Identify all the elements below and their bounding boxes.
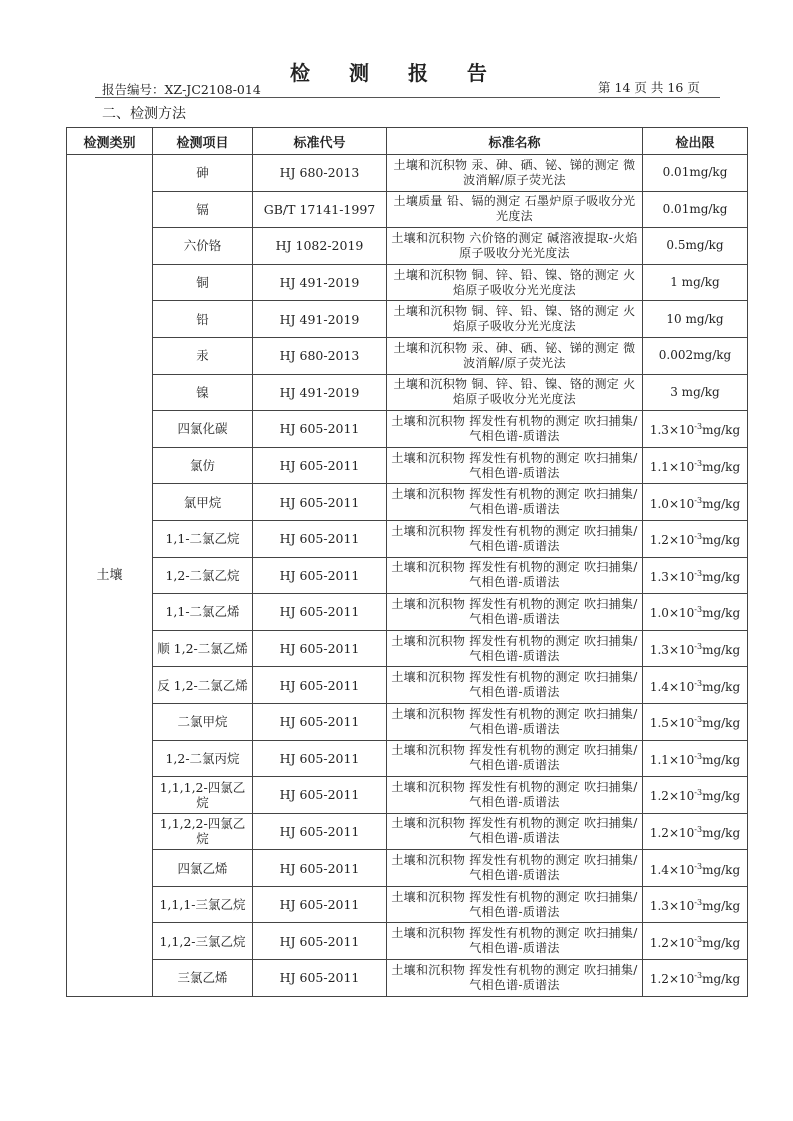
limit-base: 1.0×10	[649, 496, 695, 511]
limit-cell	[643, 447, 748, 484]
code-cell: HJ 605-2011	[253, 667, 387, 704]
table-row	[67, 594, 748, 631]
limit-cell	[643, 960, 748, 997]
header-code: 标准代号	[253, 128, 387, 155]
limit-base: 1.0×10	[649, 606, 695, 621]
method-cell: 土壤和沉积物 挥发性有机物的测定 吹扫捕集/ 气相色谱-质谱法	[387, 411, 643, 448]
header-item: 检测项目	[153, 128, 253, 155]
table-row	[67, 557, 748, 594]
method-cell: 土壤和沉积物 汞、砷、硒、铋、锑的测定 微波消解/原子荧光法	[387, 337, 643, 374]
limit-cell	[643, 777, 748, 814]
table-row	[67, 337, 748, 374]
code-cell: HJ 605-2011	[253, 886, 387, 923]
method-cell: 土壤和沉积物 挥发性有机物的测定 吹扫捕集/ 气相色谱-质谱法	[387, 594, 643, 631]
code-cell: HJ 680-2013	[253, 155, 387, 192]
method-cell: 土壤和沉积物 挥发性有机物的测定 吹扫捕集/ 气相色谱-质谱法	[387, 740, 643, 777]
limit-cell	[643, 923, 748, 960]
limit-unit: mg/kg	[702, 752, 741, 767]
page-current: 14	[614, 80, 631, 95]
limit-unit: mg/kg	[702, 862, 741, 877]
limit-base: 1.1×10	[649, 460, 695, 475]
table-row	[67, 447, 748, 484]
limit-base: 1.4×10	[649, 862, 695, 877]
table-row	[67, 850, 748, 887]
limit-unit: mg/kg	[702, 972, 741, 987]
limit-cell	[643, 813, 748, 850]
report-number: 报告编号：XZ-JC2108-014	[102, 82, 261, 97]
table-row	[67, 264, 748, 301]
limit-exponent: -3	[694, 678, 703, 688]
limit-cell: 0.5mg/kg	[643, 228, 748, 265]
item-cell: 1,1,1,2-四氯乙烷	[153, 777, 253, 814]
code-cell: HJ 605-2011	[253, 703, 387, 740]
table-row	[67, 960, 748, 997]
item-cell: 顺 1,2-二氯乙烯	[153, 630, 253, 667]
limit-cell: 10 mg/kg	[643, 301, 748, 338]
limit-exponent: -3	[694, 642, 703, 652]
limit-base: 1.2×10	[649, 789, 695, 804]
code-cell: HJ 491-2019	[253, 264, 387, 301]
method-cell: 土壤和沉积物 挥发性有机物的测定 吹扫捕集/ 气相色谱-质谱法	[387, 923, 643, 960]
table-row	[67, 191, 748, 228]
item-cell: 汞	[153, 337, 253, 374]
table-row	[67, 923, 748, 960]
section-title: 二、检测方法	[102, 106, 186, 122]
item-cell: 1,2-二氯乙烷	[153, 557, 253, 594]
code-cell: HJ 605-2011	[253, 484, 387, 521]
item-cell: 铅	[153, 301, 253, 338]
limit-cell: 0.01mg/kg	[643, 191, 748, 228]
limit-cell: 0.01mg/kg	[643, 155, 748, 192]
code-cell: HJ 491-2019	[253, 301, 387, 338]
item-cell: 氯甲烷	[153, 484, 253, 521]
limit-base: 1.3×10	[649, 569, 695, 584]
limit-exponent: -3	[694, 751, 703, 761]
method-cell: 土壤质量 铅、镉的测定 石墨炉原子吸收分光光度法	[387, 191, 643, 228]
method-cell: 土壤和沉积物 铜、锌、铅、镍、铬的测定 火焰原子吸收分光光度法	[387, 301, 643, 338]
method-cell: 土壤和沉积物 汞、砷、硒、铋、锑的测定 微波消解/原子荧光法	[387, 155, 643, 192]
limit-unit: mg/kg	[702, 789, 741, 804]
item-cell: 1,1,2,2-四氯乙烷	[153, 813, 253, 850]
limit-unit: mg/kg	[702, 496, 741, 511]
method-cell: 土壤和沉积物 挥发性有机物的测定 吹扫捕集/ 气相色谱-质谱法	[387, 484, 643, 521]
code-cell: HJ 605-2011	[253, 960, 387, 997]
code-cell: HJ 491-2019	[253, 374, 387, 411]
item-cell: 1,1-二氯乙烷	[153, 520, 253, 557]
limit-unit: mg/kg	[702, 606, 741, 621]
limit-base: 1.3×10	[649, 899, 695, 914]
item-cell: 四氯乙烯	[153, 850, 253, 887]
limit-exponent: -3	[694, 788, 703, 798]
table-row	[67, 886, 748, 923]
method-cell: 土壤和沉积物 挥发性有机物的测定 吹扫捕集/ 气相色谱-质谱法	[387, 850, 643, 887]
item-cell: 镉	[153, 191, 253, 228]
table-row	[67, 484, 748, 521]
method-cell: 土壤和沉积物 挥发性有机物的测定 吹扫捕集/ 气相色谱-质谱法	[387, 520, 643, 557]
table-row	[67, 813, 748, 850]
page-total: 16	[667, 80, 684, 95]
limit-base: 1.4×10	[649, 679, 695, 694]
method-table	[66, 127, 748, 997]
limit-cell: 3 mg/kg	[643, 374, 748, 411]
code-cell: HJ 605-2011	[253, 594, 387, 631]
method-cell: 土壤和沉积物 挥发性有机物的测定 吹扫捕集/ 气相色谱-质谱法	[387, 447, 643, 484]
limit-exponent: -3	[694, 824, 703, 834]
method-cell: 土壤和沉积物 挥发性有机物的测定 吹扫捕集/ 气相色谱-质谱法	[387, 886, 643, 923]
code-cell: HJ 605-2011	[253, 411, 387, 448]
code-cell: HJ 605-2011	[253, 520, 387, 557]
limit-unit: mg/kg	[702, 679, 741, 694]
code-cell: HJ 1082-2019	[253, 228, 387, 265]
item-cell: 二氯甲烷	[153, 703, 253, 740]
method-cell: 土壤和沉积物 挥发性有机物的测定 吹扫捕集/ 气相色谱-质谱法	[387, 960, 643, 997]
table-row	[67, 703, 748, 740]
item-cell: 三氯乙烯	[153, 960, 253, 997]
item-cell: 砷	[153, 155, 253, 192]
header-divider	[95, 97, 720, 98]
item-cell: 1,1-二氯乙烯	[153, 594, 253, 631]
limit-cell	[643, 630, 748, 667]
code-cell: HJ 605-2011	[253, 850, 387, 887]
limit-cell	[643, 886, 748, 923]
table-row	[67, 777, 748, 814]
item-cell: 四氯化碳	[153, 411, 253, 448]
code-cell: HJ 605-2011	[253, 557, 387, 594]
limit-cell	[643, 557, 748, 594]
limit-cell	[643, 740, 748, 777]
item-cell: 反 1,2-二氯乙烯	[153, 667, 253, 704]
code-cell: HJ 605-2011	[253, 777, 387, 814]
code-cell: HJ 605-2011	[253, 740, 387, 777]
limit-unit: mg/kg	[702, 643, 741, 658]
category-cell: 土壤	[67, 155, 153, 997]
limit-exponent: -3	[694, 861, 703, 871]
limit-cell: 1 mg/kg	[643, 264, 748, 301]
limit-base: 1.5×10	[649, 716, 695, 731]
limit-base: 1.1×10	[649, 752, 695, 767]
method-cell: 土壤和沉积物 铜、锌、铅、镍、铬的测定 火焰原子吸收分光光度法	[387, 374, 643, 411]
table-row	[67, 155, 748, 192]
method-cell: 土壤和沉积物 挥发性有机物的测定 吹扫捕集/ 气相色谱-质谱法	[387, 557, 643, 594]
method-cell: 土壤和沉积物 挥发性有机物的测定 吹扫捕集/ 气相色谱-质谱法	[387, 777, 643, 814]
limit-cell	[643, 667, 748, 704]
code-cell: HJ 605-2011	[253, 447, 387, 484]
table-row	[67, 667, 748, 704]
limit-cell: 0.002mg/kg	[643, 337, 748, 374]
limit-cell	[643, 520, 748, 557]
code-cell: HJ 605-2011	[253, 923, 387, 960]
code-cell: GB/T 17141-1997	[253, 191, 387, 228]
page-prefix: 第	[598, 80, 611, 95]
limit-cell	[643, 850, 748, 887]
method-cell: 土壤和沉积物 挥发性有机物的测定 吹扫捕集/ 气相色谱-质谱法	[387, 667, 643, 704]
page-indicator	[596, 78, 702, 96]
limit-exponent: -3	[694, 715, 703, 725]
limit-exponent: -3	[694, 568, 703, 578]
page-suffix: 页	[687, 80, 700, 95]
item-cell: 氯仿	[153, 447, 253, 484]
header-standard-name: 标准名称	[387, 128, 643, 155]
method-cell: 土壤和沉积物 挥发性有机物的测定 吹扫捕集/ 气相色谱-质谱法	[387, 813, 643, 850]
limit-base: 1.3×10	[649, 423, 695, 438]
code-cell: HJ 605-2011	[253, 813, 387, 850]
table-row	[67, 411, 748, 448]
page-mid: 页 共	[634, 80, 664, 95]
item-cell: 镍	[153, 374, 253, 411]
code-cell: HJ 680-2013	[253, 337, 387, 374]
item-cell: 1,1,1-三氯乙烷	[153, 886, 253, 923]
header-limit: 检出限	[643, 128, 748, 155]
limit-unit: mg/kg	[702, 460, 741, 475]
limit-exponent: -3	[694, 934, 703, 944]
limit-exponent: -3	[694, 605, 703, 615]
limit-unit: mg/kg	[702, 716, 741, 731]
limit-cell	[643, 411, 748, 448]
item-cell: 铜	[153, 264, 253, 301]
method-cell: 土壤和沉积物 铜、锌、铅、镍、铬的测定 火焰原子吸收分光光度法	[387, 264, 643, 301]
limit-exponent: -3	[694, 422, 703, 432]
method-cell: 土壤和沉积物 挥发性有机物的测定 吹扫捕集/ 气相色谱-质谱法	[387, 703, 643, 740]
report-title: 检 测 报 告	[290, 61, 503, 85]
limit-unit: mg/kg	[702, 423, 741, 438]
limit-unit: mg/kg	[702, 533, 741, 548]
limit-unit: mg/kg	[702, 569, 741, 584]
code-cell: HJ 605-2011	[253, 630, 387, 667]
header-category: 检测类别	[67, 128, 153, 155]
limit-exponent: -3	[694, 898, 703, 908]
method-cell: 土壤和沉积物 挥发性有机物的测定 吹扫捕集/ 气相色谱-质谱法	[387, 630, 643, 667]
limit-exponent: -3	[694, 532, 703, 542]
table-header-row	[67, 128, 748, 155]
table-row	[67, 301, 748, 338]
limit-cell	[643, 484, 748, 521]
limit-unit: mg/kg	[702, 935, 741, 950]
table-row	[67, 520, 748, 557]
limit-base: 1.2×10	[649, 533, 695, 548]
limit-exponent: -3	[694, 495, 703, 505]
limit-unit: mg/kg	[702, 825, 741, 840]
method-cell: 土壤和沉积物 六价铬的测定 碱溶液提取-火焰原子吸收分光光度法	[387, 228, 643, 265]
table-row	[67, 374, 748, 411]
item-cell: 六价铬	[153, 228, 253, 265]
limit-exponent: -3	[694, 459, 703, 469]
item-cell: 1,2-二氯丙烷	[153, 740, 253, 777]
limit-base: 1.2×10	[649, 935, 695, 950]
table-row	[67, 630, 748, 667]
limit-cell	[643, 703, 748, 740]
limit-base: 1.3×10	[649, 643, 695, 658]
limit-base: 1.2×10	[649, 972, 695, 987]
limit-cell	[643, 594, 748, 631]
table-body	[67, 155, 748, 997]
item-cell: 1,1,2-三氯乙烷	[153, 923, 253, 960]
table-row	[67, 228, 748, 265]
limit-exponent: -3	[694, 971, 703, 981]
limit-unit: mg/kg	[702, 899, 741, 914]
table-row	[67, 740, 748, 777]
limit-base: 1.2×10	[649, 825, 695, 840]
